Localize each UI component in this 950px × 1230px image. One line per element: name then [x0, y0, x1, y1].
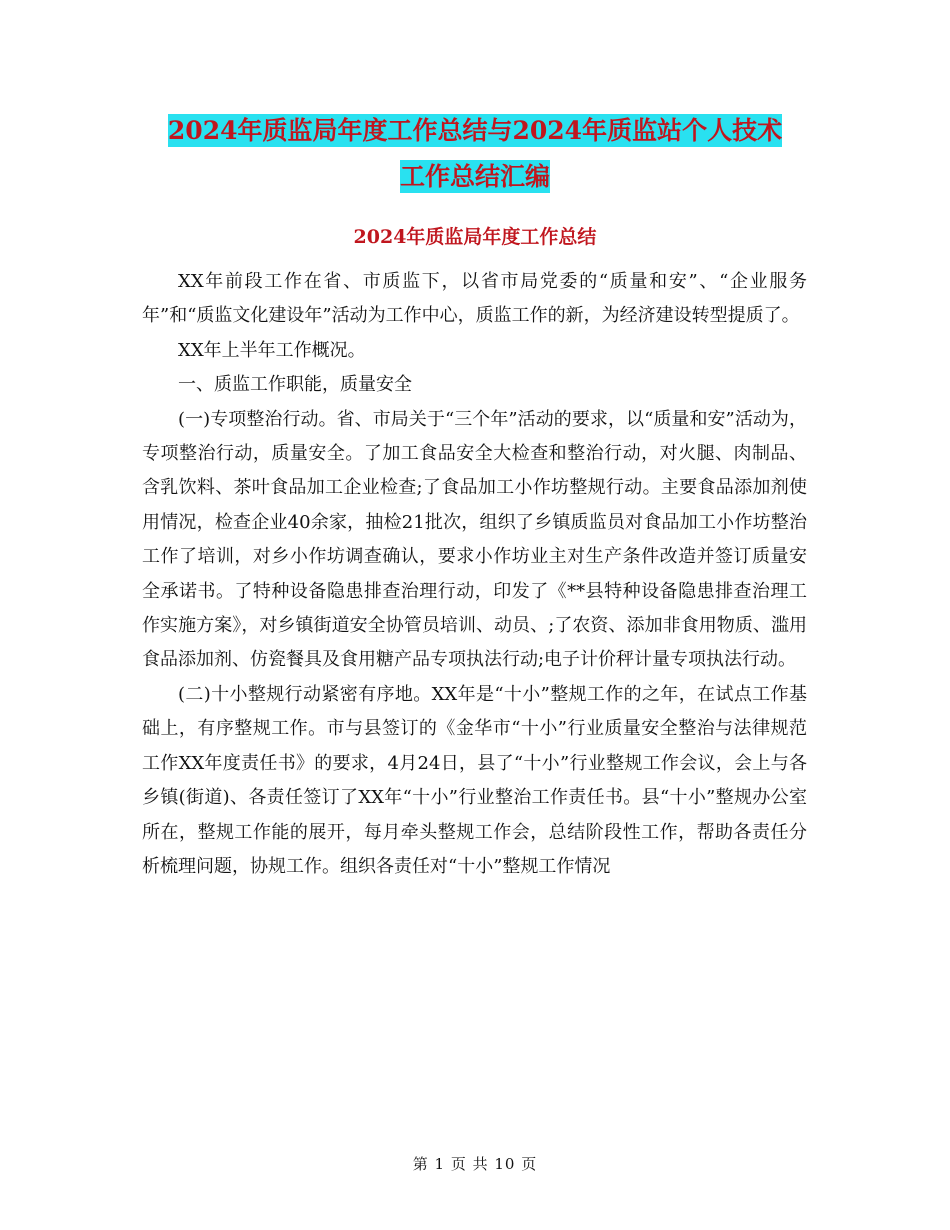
paragraph: XX年上半年工作概况。 [178, 339, 366, 361]
paragraph: XX年前段工作在省、市质监下，以省市局党委的“质量和安”、“企业服务年”和“质监文化建设年”活动为工作中心，质监工作的新，为经济建设转型提质了。 [142, 271, 807, 327]
page-number-footer: 第 1 页 共 10 页 [412, 1155, 538, 1173]
document-title-line-1: 2024年质监局年度工作总结与2024年质监站个人技术 [167, 116, 783, 145]
section-title: 2024年质监局年度工作总结 [353, 226, 597, 248]
document-title-line-2: 工作总结汇编 [399, 162, 550, 191]
paragraph: (一)专项整治行动。省、市局关于“三个年”活动的要求，以“质量和安”活动为，专项整治行动，质量安全。了加工食品安全大检查和整治行动，对火腿、肉制品、含乳饮料、茶叶食品加工企业检查;了食品加工小作坊整规行动。主要食品添加剂使用情况，检查企业40余家，抽检21批次，组织了乡镇质监员对食品加工小作坊整治工作了培训，对乡小作坊调查确认，要求小作坊业主对生产条件改造并签订质量安全承诺书。了特种设备隐患排查治理行动，印发了《**县特种设备隐患排查治理工作实施方案》，对乡镇街道安全协管员培训、动员、;了农资、添加非食用物质、滥用食品添加剂、仿瓷餐具及食用糖产品专项执法行动;电子计价秤计量专项执法行动。 [142, 408, 807, 671]
paragraph: 一、质监工作职能，质量安全 [178, 374, 412, 396]
paragraph: (二)十小整规行动紧密有序地。XX年是“十小”整规工作的之年，在试点工作基础上，有序整规工作。市与县签订的《金华市“十小”行业质量安全整治与法律规范工作XX年度责任书》的要求，4月24日，县了“十小”行业整规工作会议，会上与各乡镇(街道)、各责任签订了XX年“十小”行业整治工作责任书。县“十小”整规办公室所在，整规工作能的展开，每月牵头整规工作会，总结阶段性工作，帮助各责任分析梳理问题，协规工作。组织各责任对“十小”整规工作情况 [142, 683, 807, 877]
document-body [142, 265, 807, 884]
document-title [0, 108, 950, 200]
